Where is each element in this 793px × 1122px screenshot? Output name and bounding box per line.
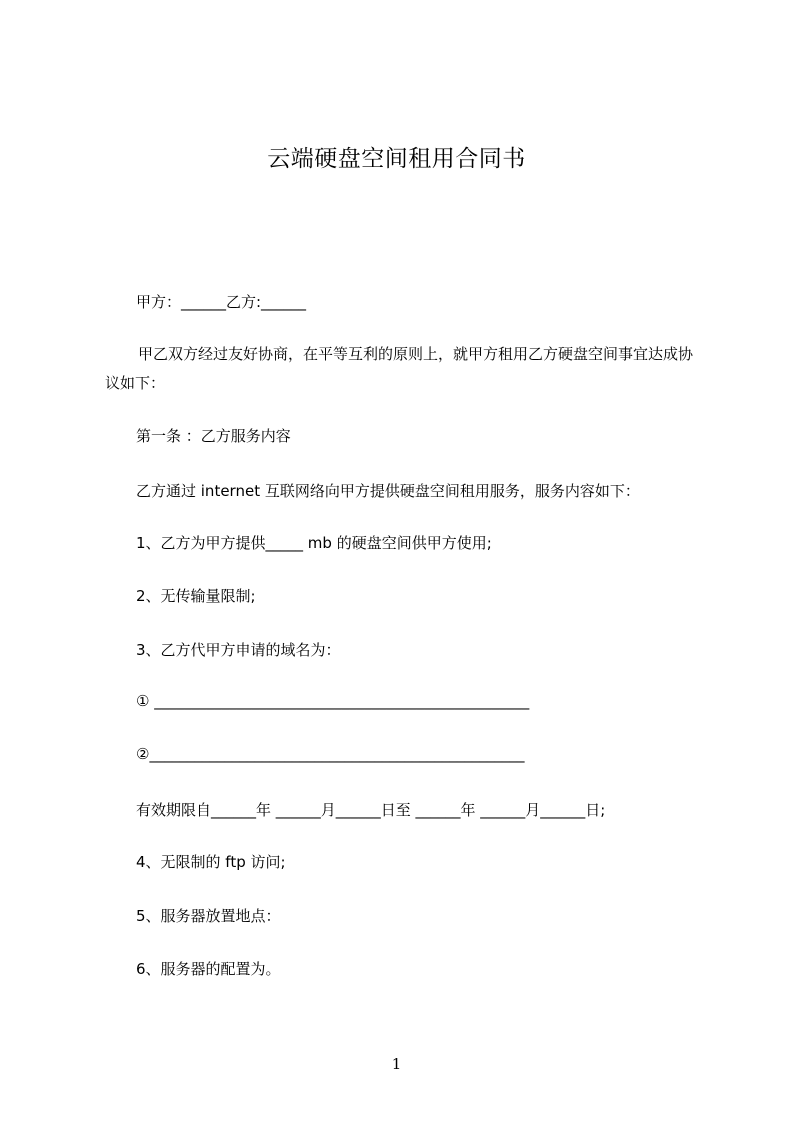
item-3: 3、乙方代甲方申请的域名为： xyxy=(136,641,341,659)
domain-line-2: ②__________________________________________________ xyxy=(136,745,525,763)
intro-paragraph: 甲乙双方经过友好协商，在平等互利的原则上，就甲方租用乙方硬盘空间事宜达成协议如下： xyxy=(105,345,694,392)
item-5: 5、服务器放置地点： xyxy=(136,907,281,925)
page-number: 1 xyxy=(391,1055,402,1073)
parties-line: 甲方：______乙方:______ xyxy=(136,293,307,311)
item-1: 1、乙方为甲方提供_____ mb 的硬盘空间供甲方使用; xyxy=(136,534,492,552)
item-4: 4、无限制的 ftp 访问; xyxy=(136,853,286,871)
article1-heading: 第一条 ：乙方服务内容 xyxy=(136,427,291,445)
item-2: 2、无传输量限制; xyxy=(136,587,256,605)
domain-line-1: ① __________________________________________________ xyxy=(136,692,530,710)
document-title: 云端硬盘空间租用合同书 xyxy=(267,146,526,172)
validity-period: 有效期限自______年 ______月______日至 ______年 ______月______日; xyxy=(136,801,606,819)
service-intro: 乙方通过 internet 互联网络向甲方提供硬盘空间租用服务，服务内容如下： xyxy=(136,482,640,500)
item-6: 6、服务器的配置为。 xyxy=(136,960,281,978)
